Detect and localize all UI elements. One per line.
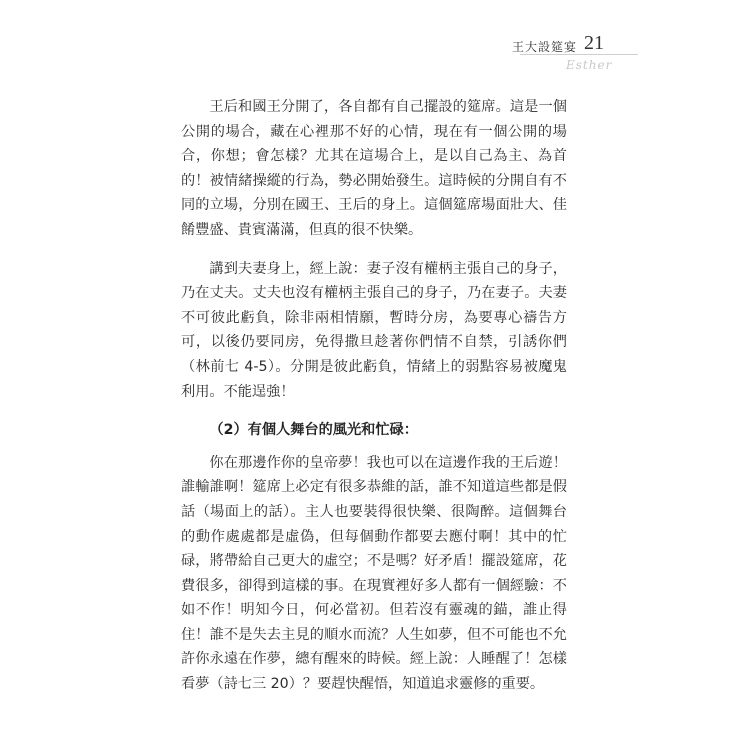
paragraph-gap — [181, 243, 567, 257]
paragraph-1: 王后和國王分開了，各自都有自己擺設的筵席。這是一個公開的場合，藏在心裡那不好的心情，現在有一個公開的場合，你想；會怎樣？尤其在這場合上，是以自己為主、為首的！被情緒操縱的行為，勢必開始發生。這時候的分開自有不同的立場，分別在國王、王后的身上。這個筵席場面壯大、佳餚豐盛、貴賓滿滿，但真的很不快樂。 — [181, 99, 567, 238]
page-number: 21 — [584, 32, 604, 54]
paragraph-2: 講到夫妻身上，經上說：妻子沒有權柄主張自己的身子，乃在丈夫。丈夫也沒有權柄主張自己的身子，乃在妻子。夫妻不可彼此虧負，除非兩相情願，暫時分房，為要專心禱告方可，以後仍要同房，免得撒旦趁著你們情不自禁，引誘你們（林前七 4-5）。分開是彼此虧負，情緒上的弱點容易被魔鬼利用。不能逞強！ — [181, 260, 567, 400]
paragraph-3: 你在那邊作你的皇帝夢！我也可以在這邊作我的王后遊！誰輸誰啊！筵席上必定有很多恭維的話，誰不知道這些都是假話（場面上的話）。主人也要裝得很快樂、很陶醉。這個舞台的動作處處都是虛偽，但每個動作都要去應付啊！其中的忙碌，將帶給自己更大的虛空；不是嗎？好矛盾！擺設筵席，花費很多，卻得到這樣的事。在現實裡好多人都有一個經驗：不如不作！明知今日，何必當初。但若沒有靈魂的錨，誰止得住！誰不是失去主見的順水而流？人生如夢，但不可能也不允許你永遠在作夢，總有醒來的時候。經上說：人睡醒了！怎樣看夢（詩七三 20）？要趕快醒悟，知道追求靈修的重要。 — [181, 454, 567, 693]
page-header — [0, 32, 750, 72]
header-rule — [520, 54, 638, 55]
body-text — [181, 95, 567, 697]
paragraph-gap — [181, 404, 567, 418]
book-label: Esther — [566, 58, 613, 72]
running-title: 王大設筵宴 — [512, 40, 578, 54]
paragraph-gap — [181, 443, 567, 451]
section-heading: （2）有個人舞台的風光和忙碌： — [209, 422, 418, 439]
